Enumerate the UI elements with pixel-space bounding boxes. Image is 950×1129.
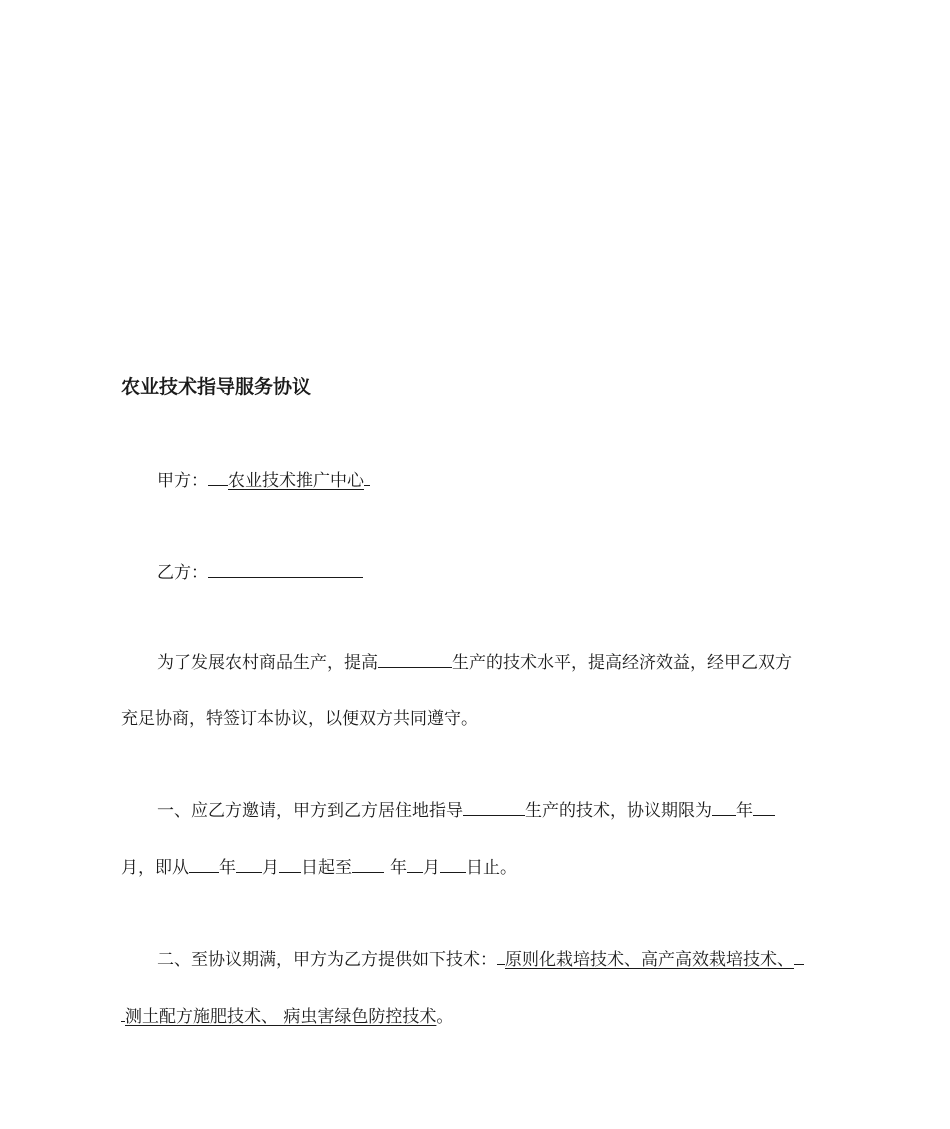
clause-2-line-2 [121, 1005, 453, 1028]
document-title: 农业技术指导服务协议 [121, 376, 312, 398]
clause-1-line-2 [121, 856, 517, 879]
clause-1-line-1 [157, 799, 775, 822]
party-b-blank [208, 561, 363, 578]
party-b-line [157, 561, 363, 584]
month-label: 月 [423, 858, 440, 878]
intro-text: 生产的技术水平，提高经济效益，经甲乙双方 [452, 653, 792, 673]
clause-1-text: 月，即从 [121, 858, 189, 878]
start-year-blank [189, 856, 219, 873]
clause-1-text: 日起至 [301, 858, 352, 878]
year-label: 年 [390, 858, 407, 878]
start-day-blank [279, 856, 301, 873]
party-a-label: 甲方： [157, 471, 208, 491]
intro-text: 为了发展农村商品生产，提高 [157, 653, 378, 673]
clause-1-text: 一、应乙方邀请，甲方到乙方居住地指导 [157, 801, 463, 821]
end-month-blank [407, 856, 423, 873]
intro-line-2 [121, 708, 478, 730]
blank [208, 469, 228, 486]
blank [794, 948, 804, 965]
crop-blank [463, 799, 525, 816]
clause-2-text: 二、至协议期满，甲方为乙方提供如下技术： [157, 950, 497, 970]
clause-1-text: 生产的技术，协议期限为 [525, 801, 712, 821]
months-blank [753, 799, 775, 816]
clause-2-text: 。 [436, 1007, 454, 1027]
party-a-value: 农业技术推广中心 [228, 471, 364, 491]
intro-text: 充足协商，特签订本协议，以便双方共同遵守。 [121, 709, 478, 729]
blank [497, 948, 505, 965]
technology-list: 测土配方施肥技术、 病虫害绿色防控技术 [125, 1007, 437, 1027]
year-label: 年 [219, 858, 236, 878]
technology-list: 原则化栽培技术、高产高效栽培技术、 [505, 950, 794, 970]
start-month-blank [236, 856, 262, 873]
clause-2-line-1 [157, 948, 804, 971]
intro-line-1 [157, 651, 792, 674]
clause-1-text: 日止。 [466, 858, 517, 878]
party-b-label: 乙方： [157, 563, 208, 583]
years-blank [712, 799, 736, 816]
month-label: 月 [262, 858, 279, 878]
blank [364, 469, 370, 486]
crop-blank [378, 651, 452, 668]
year-label: 年 [736, 801, 753, 821]
party-a-line [157, 469, 370, 492]
end-day-blank [440, 856, 466, 873]
end-year-blank [352, 856, 384, 873]
